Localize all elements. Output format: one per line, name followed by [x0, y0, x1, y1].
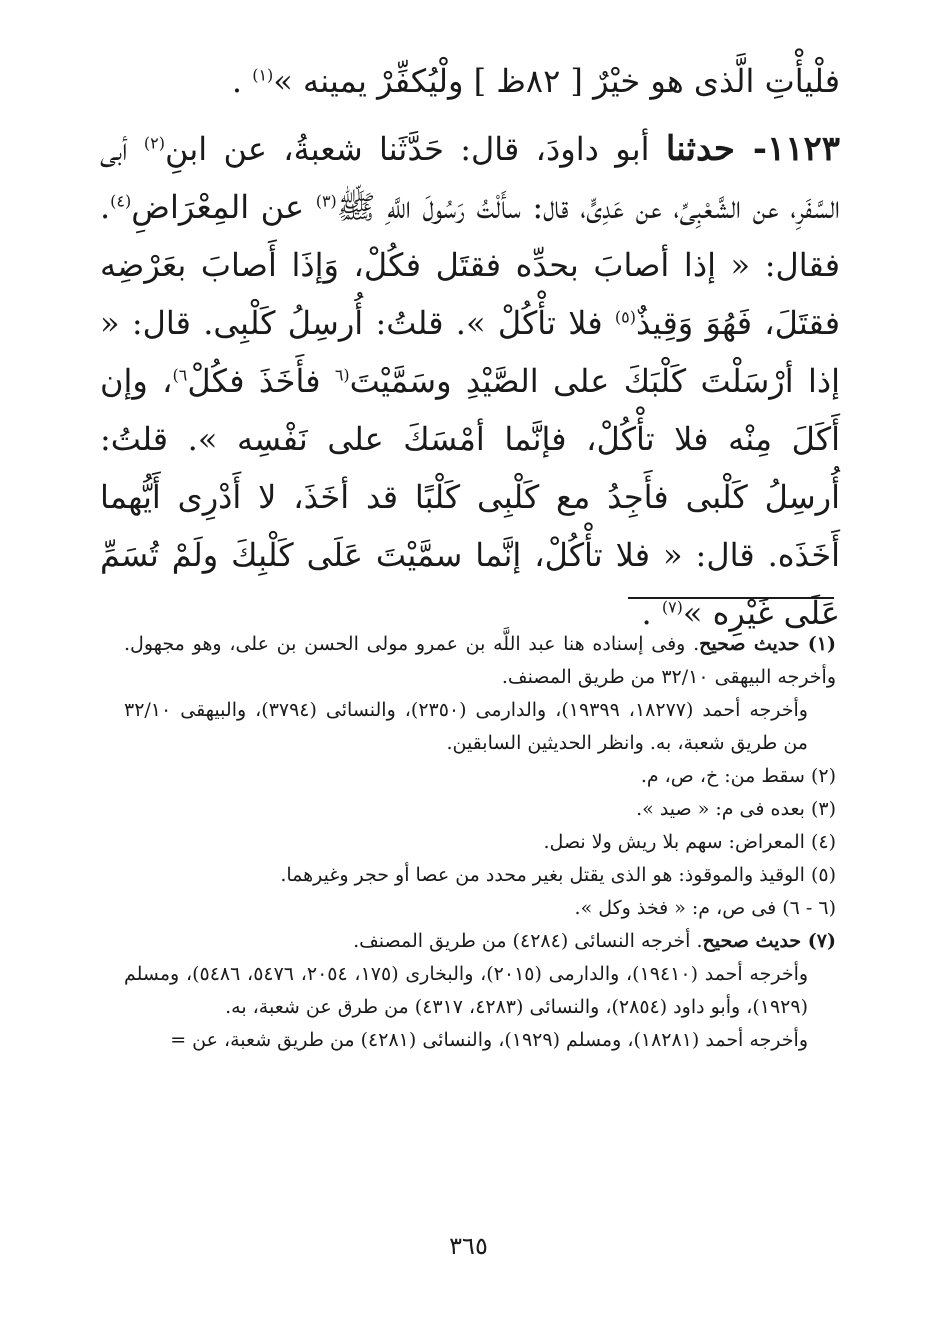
footnote-7-text: . أخرجه النسائى (٤٢٨٤) من طريق المصنف.	[353, 930, 703, 952]
footnote-1	[124, 628, 836, 694]
hadith-number: ١١٢٣- حدثنا	[665, 129, 841, 169]
line1-text: فلْيأْتِ الَّذى هو خيْرٌ [ ٨٢ظ ] ولْيُكفِّرْ يمينه »	[273, 62, 840, 100]
footnote-2: (٢) سقط من: خ، ص، م.	[640, 765, 836, 787]
hadith-text-7: ، وإن أَكَلَ مِنْه فلا تأْكُلْ، فإنَّما أمْسَكَ على نَفْسِه ». قلتُ: أُرسِلُ كَلْبى فأَجِدُ مع كَلْبِى كَلْبًا قد أخَذَ، لا أَدْرِى أَيُّهما أَخَذَه. قال: « فلا تأْكُلْ، إنَّما سمَّيْتَ عَلَى كَلْبِكَ ولَمْ تُسَمِّ عَلَى غَيْرِه »	[100, 362, 841, 632]
footnote-7-continuation: وأخرجه أحمد (١٩٤١٠)، والدارمى (٢٠١٥)، والبخارى (١٧٥، ٢٠٥٤، ٥٤٧٦، ٥٤٨٦)، ومسلم (١٩٢٩)، وأبو داود (٢٨٥٤)، والنسائى (٤٢٨٣، ٤٣١٧) من طرق عن شعبة، به.	[124, 963, 809, 1018]
footnote-1-continuation: وأخرجه أحمد (١٨٢٧٧، ١٩٣٩٩)، والدارمى (٢٣٥٠)، والنسائى (٣٧٩٤)، والبيهقى ٣٢/١٠ من طريق شعبة، به. وانظر الحديثين السابقين.	[124, 699, 808, 754]
footnote-ref-1: (١)	[252, 65, 274, 85]
line1-end: .	[231, 62, 253, 100]
footnote-ref-4: (٤)	[110, 191, 132, 211]
footnote-ref-3: (٣)	[315, 191, 337, 211]
footnotes	[124, 628, 836, 1057]
footnote-7	[124, 925, 836, 958]
hadith-text-6: فأَخَذَ فكُلْ	[187, 362, 335, 400]
hadith-text-5: فلا تأْكُلْ ». قلتُ: أُرسِلُ كَلْبِى. قال: « إذا أرْسَلْتَ كَلْبَكَ على الصَّيْدِ وسَمَّيْتَ	[100, 304, 841, 400]
hadith-text-1: أبو داودَ، قال: حَدَّثَنا شعبةُ، عن ابنِ	[164, 130, 666, 168]
footnote-ref-5: (٥)	[614, 307, 636, 327]
hadith-text-4: . فقال: « إذا أصابَ بحدِّه فقتَل فكُلْ، وَإذَا أَصابَ بعَرْضِه فقتَلَ، فَهُوَ وَقِيذٌ	[100, 188, 841, 342]
footnote-ref-7: (٧)	[661, 597, 683, 617]
footnote-5: (٥) الوقيذ والموقوذ: هو الذى يقتل بغير محدد من عصا أو حجر وغيرهما.	[280, 864, 836, 886]
footnote-3: (٣) بعده فى م: « صيد ».	[636, 798, 836, 820]
footnote-7-continuation-2: وأخرجه أحمد (١٨٢٨١)، ومسلم (١٩٢٩)، والنسائى (٤٢٨١) من طريق شعبة، عن =	[170, 1029, 808, 1051]
footnote-ref-2: (٢)	[143, 133, 165, 153]
footnote-ref-6-open: (٦	[334, 365, 350, 385]
continuation-line	[100, 52, 840, 110]
footnote-4: (٤) المعراض: سهم بلا ريش ولا نصل.	[543, 831, 836, 853]
footnote-6: (٦ - ٦) فى ص، م: « فخذ وكل ».	[574, 897, 836, 919]
main-text	[100, 52, 840, 642]
hadith-end: .	[641, 594, 662, 632]
hadith-text-3: عن المِعْرَاضِ	[131, 188, 316, 226]
footnote-ref-6-close: ٦)	[172, 365, 188, 385]
hadith-paragraph	[100, 120, 840, 642]
footnote-1-label: (١) حديث صحيح	[699, 633, 836, 655]
page-number: ٣٦٥	[449, 1232, 488, 1260]
footnote-1-text: . وفى إسناده هنا عبد اللَّه بن عمرو مولى الحسن بن على، وهو مجهول. وأخرجه البيهقى ٣٢/١٠ من طريق المصنف.	[124, 633, 836, 688]
hadith-text-2: أبى السَّفَرِ، عن الشَّعْبِىِّ، عن عَدِىٍّ، قال: سأَلْتُ رَسُولَ اللَّهِ ﷺ	[100, 130, 841, 226]
footnote-divider	[628, 597, 834, 599]
footnote-7-label: (٧) حديث صحيح	[702, 930, 836, 952]
